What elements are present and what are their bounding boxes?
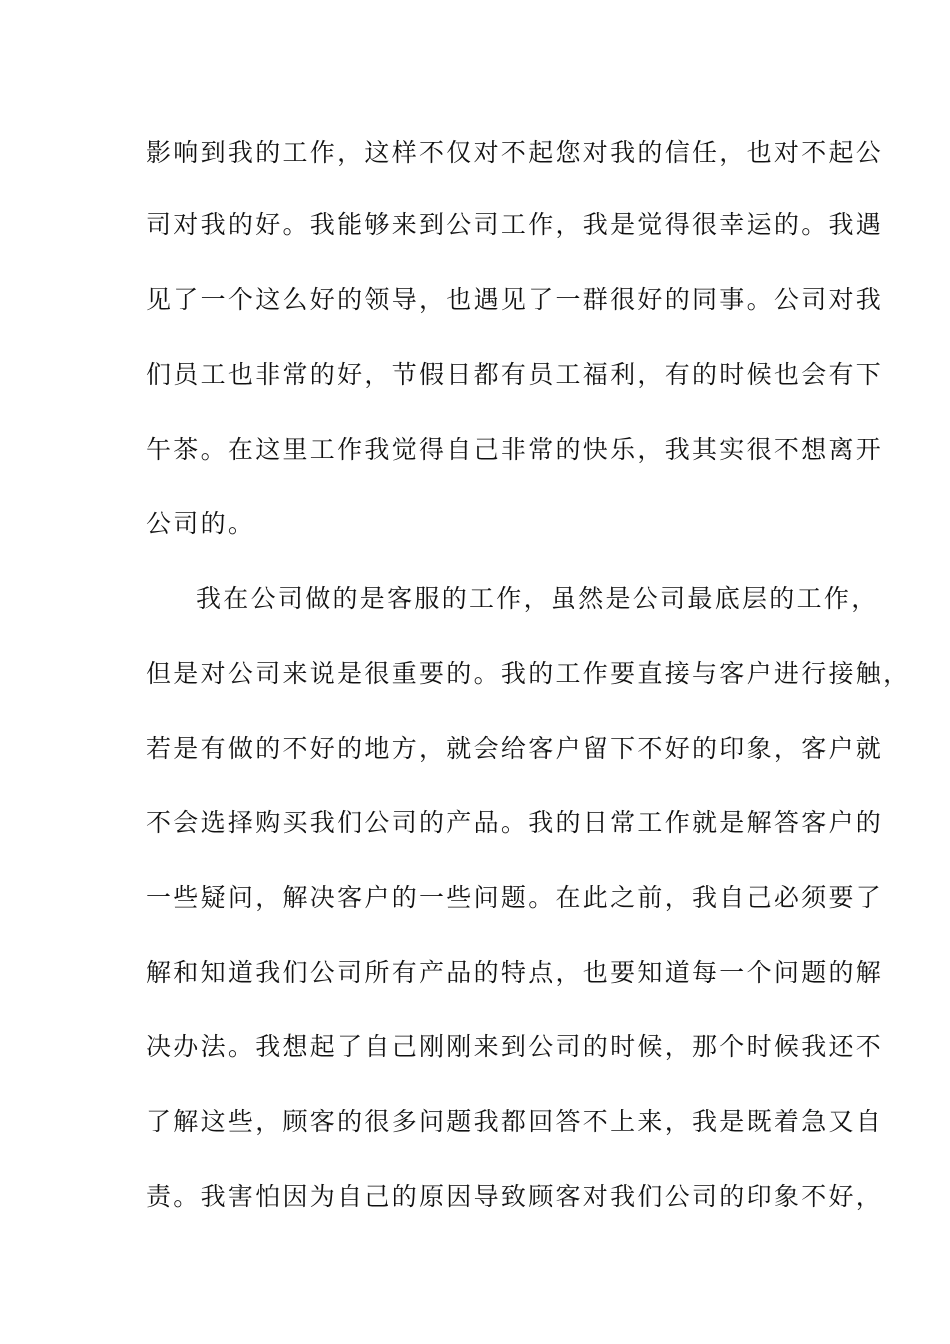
text-line: 我在公司做的是客服的工作，虽然是公司最底层的工作， [196,584,879,613]
text-line: 了解这些，顾客的很多问题我都回答不上来，我是既着急又自 [146,1107,884,1136]
text-line: 责。我害怕因为自己的原因导致顾客对我们公司的印象不好， [146,1182,884,1211]
text-line: 影响到我的工作，这样不仅对不起您对我的信任，也对不起公 [146,138,884,167]
text-line: 司对我的好。我能够来到公司工作，我是觉得很幸运的。我遇 [146,210,884,239]
text-line: 解和知道我们公司所有产品的特点，也要知道每一个问题的解 [146,958,884,987]
text-line: 们员工也非常的好，节假日都有员工福利，有的时候也会有下 [146,360,884,389]
text-line: 但是对公司来说是很重要的。我的工作要直接与客户进行接触， [146,659,911,688]
text-line: 公司的。 [146,509,256,538]
text-line: 若是有做的不好的地方，就会给客户留下不好的印象，客户就 [146,734,884,763]
text-line: 决办法。我想起了自己刚刚来到公司的时候，那个时候我还不 [146,1032,884,1061]
text-line: 不会选择购买我们公司的产品。我的日常工作就是解答客户的 [146,808,884,837]
text-line: 午茶。在这里工作我觉得自己非常的快乐，我其实很不想离开 [146,435,884,464]
text-line: 见了一个这么好的领导，也遇见了一群很好的同事。公司对我 [146,285,884,314]
text-line: 一些疑问，解决客户的一些问题。在此之前，我自己必须要了 [146,883,884,912]
